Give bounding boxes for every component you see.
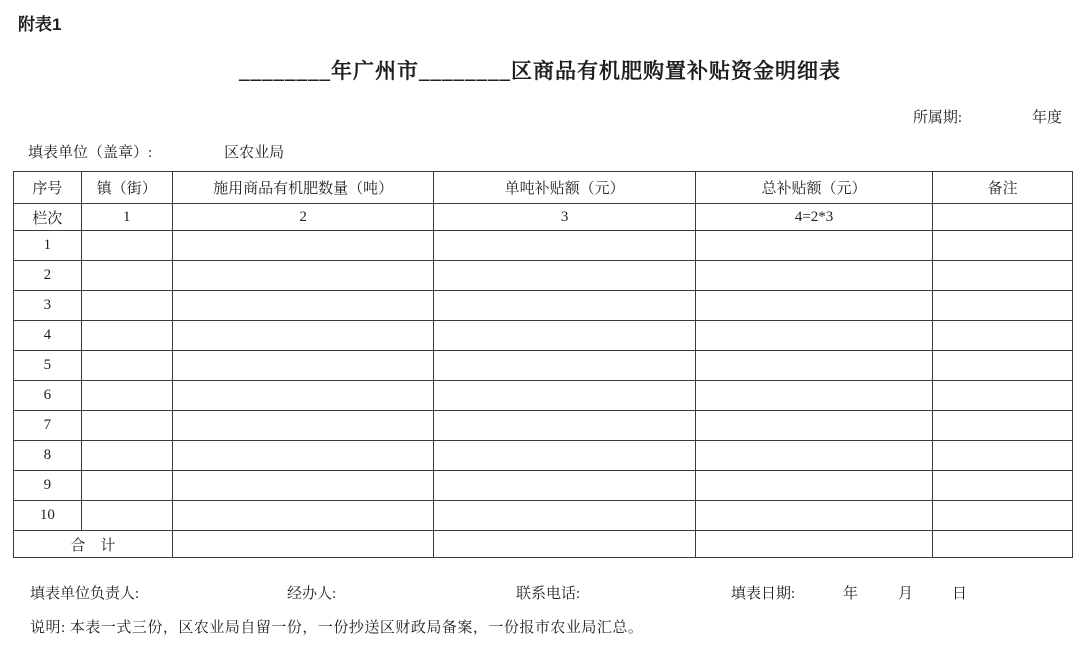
responsible-label: 填表单位负责人:: [30, 586, 140, 602]
empty-cell: [695, 261, 932, 291]
empty-cell: [81, 441, 172, 471]
empty-cell: [172, 411, 434, 441]
empty-cell: [81, 261, 172, 291]
col-header-per-ton-subsidy: 单吨补贴额（元）: [434, 172, 696, 204]
unit-value: 区农业局: [224, 145, 285, 161]
empty-cell: [933, 471, 1073, 501]
empty-cell: [434, 411, 696, 441]
table-row: [14, 231, 1073, 261]
page-title: ________年广州市________区商品有机肥购置补贴资金明细表: [239, 59, 841, 83]
empty-cell: [81, 411, 172, 441]
empty-cell: [434, 381, 696, 411]
empty-cell: [695, 351, 932, 381]
code-row-label: 栏次: [14, 204, 82, 231]
year-label: 年: [843, 586, 859, 602]
col-header-total-subsidy: 总补贴额（元）: [695, 172, 932, 204]
table-row: [14, 471, 1073, 501]
empty-cell: [434, 261, 696, 291]
empty-cell: [434, 321, 696, 351]
total-label: 合 计: [14, 531, 173, 558]
serial-cell: 2: [14, 261, 82, 291]
empty-cell: [172, 291, 434, 321]
serial-cell: 3: [14, 291, 82, 321]
empty-cell: [434, 441, 696, 471]
empty-cell: [172, 321, 434, 351]
empty-cell: [434, 501, 696, 531]
serial-cell: 4: [14, 321, 82, 351]
period-value: 年度: [1031, 110, 1062, 126]
total-quantity-cell: [172, 531, 434, 558]
serial-cell: 6: [14, 381, 82, 411]
serial-cell: 7: [14, 411, 82, 441]
code-cell: 3: [434, 204, 696, 231]
col-header-quantity: 施用商品有机肥数量（吨）: [172, 172, 434, 204]
empty-cell: [81, 291, 172, 321]
subsidy-table: [13, 171, 1073, 558]
total-per-ton-cell: [434, 531, 696, 558]
table-header-row: [14, 172, 1073, 204]
code-cell: [933, 204, 1073, 231]
instructions-note: 说明: 本表一式三份，区农业局自留一份，一份抄送区财政局备案，一份报市农业局汇总。: [30, 620, 644, 636]
signature-line: [0, 582, 1080, 602]
empty-cell: [172, 381, 434, 411]
empty-cell: [695, 291, 932, 321]
unit-row: [28, 141, 284, 162]
empty-cell: [933, 231, 1073, 261]
month-label: 月: [898, 586, 914, 602]
serial-cell: 1: [14, 231, 82, 261]
empty-cell: [172, 471, 434, 501]
empty-cell: [172, 501, 434, 531]
empty-cell: [695, 411, 932, 441]
empty-cell: [81, 231, 172, 261]
col-header-serial: 序号: [14, 172, 82, 204]
empty-cell: [695, 321, 932, 351]
period-row: [913, 106, 1062, 127]
date-label: 填表日期:: [731, 586, 796, 602]
unit-label: 填表单位（盖章）:: [28, 145, 153, 161]
table-row: [14, 441, 1073, 471]
table-body: [14, 231, 1073, 531]
empty-cell: [434, 471, 696, 501]
empty-cell: [434, 351, 696, 381]
empty-cell: [933, 501, 1073, 531]
empty-cell: [933, 321, 1073, 351]
code-cell: 2: [172, 204, 434, 231]
appendix-label: 附表1: [18, 15, 62, 34]
empty-cell: [434, 231, 696, 261]
empty-cell: [81, 471, 172, 501]
empty-cell: [933, 261, 1073, 291]
table-row: [14, 351, 1073, 381]
serial-cell: 9: [14, 471, 82, 501]
table-row: [14, 501, 1073, 531]
period-label: 所属期:: [912, 110, 962, 126]
handler-label: 经办人:: [287, 586, 337, 602]
empty-cell: [172, 231, 434, 261]
serial-cell: 8: [14, 441, 82, 471]
empty-cell: [695, 231, 932, 261]
empty-cell: [933, 441, 1073, 471]
col-header-remarks: 备注: [933, 172, 1073, 204]
empty-cell: [933, 381, 1073, 411]
empty-cell: [81, 351, 172, 381]
phone-label: 联系电话:: [516, 586, 581, 602]
empty-cell: [81, 381, 172, 411]
table-row: [14, 291, 1073, 321]
serial-cell: 10: [14, 501, 82, 531]
table-row: [14, 411, 1073, 441]
empty-cell: [933, 411, 1073, 441]
empty-cell: [81, 321, 172, 351]
table-row: [14, 261, 1073, 291]
empty-cell: [933, 291, 1073, 321]
table-row: [14, 321, 1073, 351]
code-cell: 4=2*3: [695, 204, 932, 231]
empty-cell: [81, 501, 172, 531]
col-header-town: 镇（街）: [81, 172, 172, 204]
column-code-row: [14, 204, 1073, 231]
total-remarks-cell: [933, 531, 1073, 558]
serial-cell: 5: [14, 351, 82, 381]
empty-cell: [695, 381, 932, 411]
code-cell: 1: [81, 204, 172, 231]
table-row: [14, 381, 1073, 411]
empty-cell: [434, 291, 696, 321]
empty-cell: [172, 351, 434, 381]
total-subsidy-cell: [695, 531, 932, 558]
total-row: [14, 531, 1073, 558]
day-label: 日: [952, 586, 968, 602]
empty-cell: [172, 261, 434, 291]
empty-cell: [695, 471, 932, 501]
empty-cell: [695, 501, 932, 531]
empty-cell: [933, 351, 1073, 381]
empty-cell: [695, 441, 932, 471]
empty-cell: [172, 441, 434, 471]
